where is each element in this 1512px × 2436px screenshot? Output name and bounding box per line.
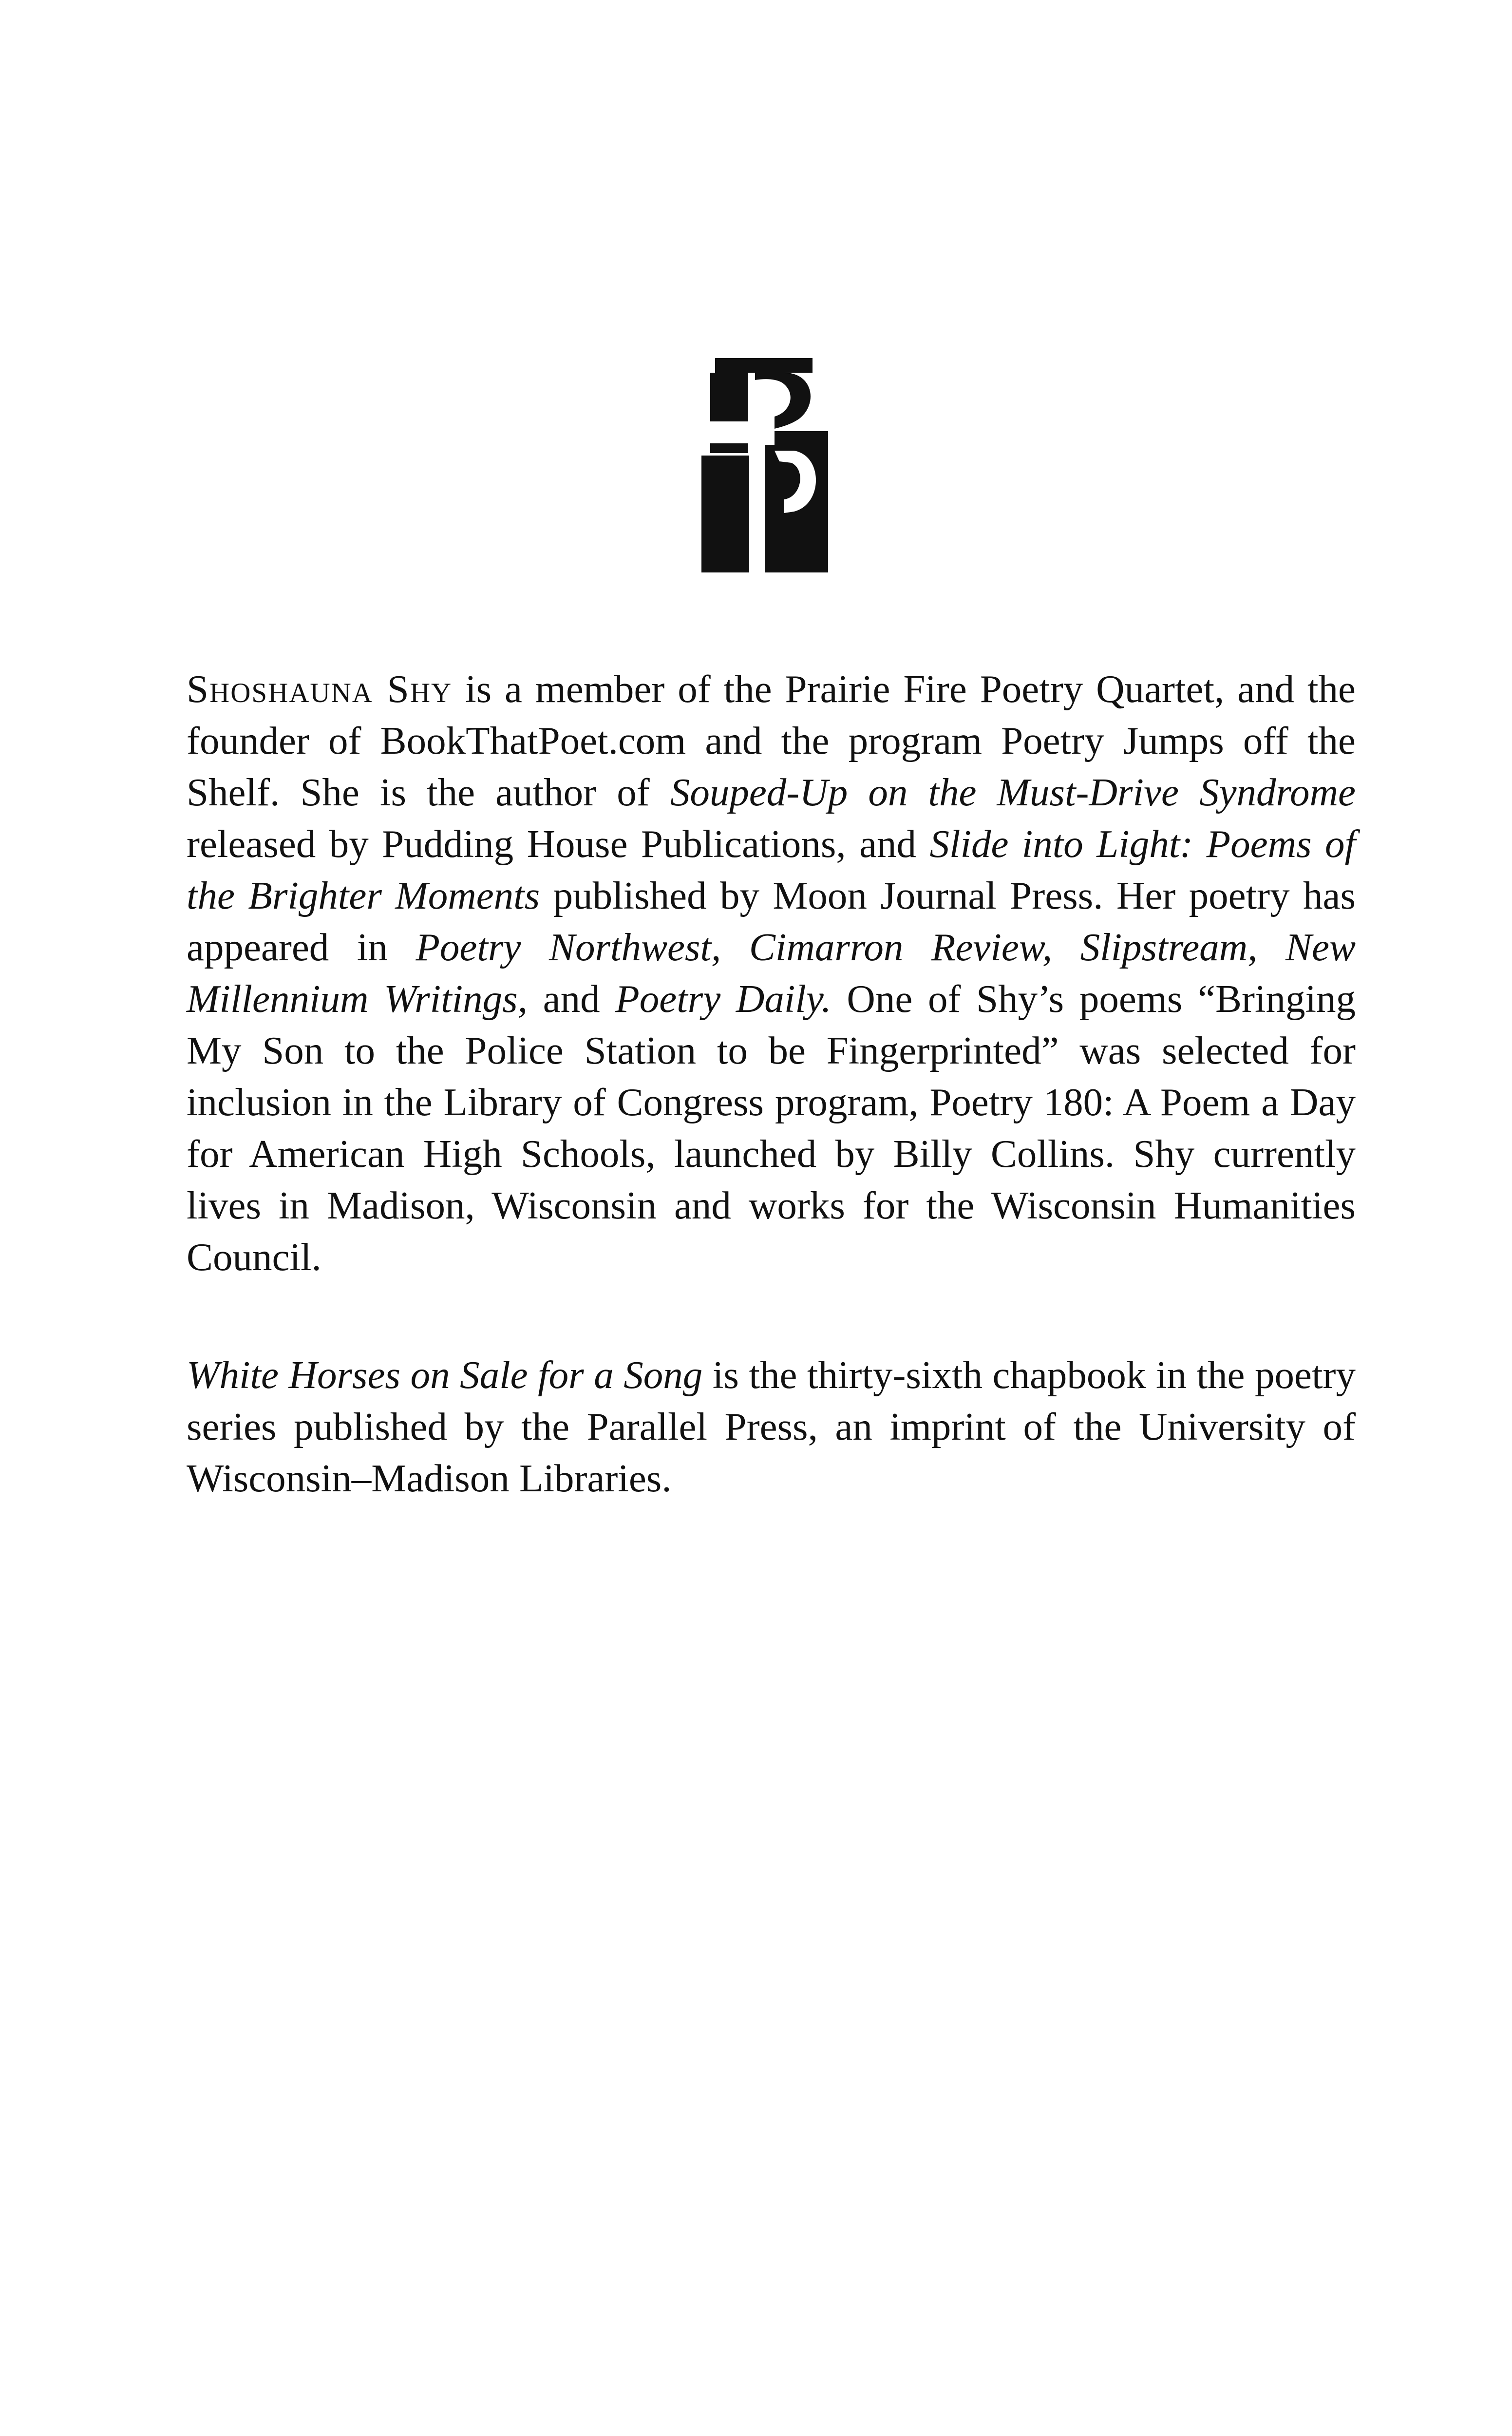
journal-title: Poetry Daily. bbox=[615, 977, 832, 1021]
parallel-press-logo-icon bbox=[701, 358, 828, 572]
book-title: Souped-Up on the Must-Drive Syndrome bbox=[670, 770, 1356, 814]
journal-titles: Poetry Northwest, Cimarron Review, Slipstream, New Millennium Writings, bbox=[187, 925, 1356, 1021]
bio-text: released by Pudding House Publications, and bbox=[187, 822, 930, 866]
author-name: Shoshauna Shy bbox=[187, 667, 453, 711]
book-title: Slide into Light: Poems of the Brighter Moments bbox=[187, 822, 1356, 917]
bio-text: and bbox=[527, 977, 616, 1021]
colophon bbox=[187, 1349, 1356, 1504]
bio-text: is a member of the Prairie Fire Poetry Quartet, and the founder of BookThatPoet.com and the program Poetry Jumps off the Shelf. She is the author of bbox=[187, 667, 1356, 814]
chapbook-title: White Horses on Sale for a Song bbox=[187, 1353, 703, 1397]
bio-text: published by Moon Journal Press. Her poetry has appeared in bbox=[187, 874, 1356, 969]
colophon-text: is the thirty-sixth chapbook in the poetry series published by the Parallel Press, an imprint of the University of Wisconsin–Madison Libraries. bbox=[187, 1353, 1356, 1500]
author-bio bbox=[187, 663, 1356, 1283]
bio-text: One of Shy’s poems “Bringing My Son to the Police Station to be Fingerprinted” was selected for inclusion in the Library of Congress program, Poetry 180: A Poem a Day for American High Schools, launched by Billy Collins. Shy currently lives in Madison, Wisconsin and works for the Wisconsin Humanities Council. bbox=[187, 977, 1356, 1279]
